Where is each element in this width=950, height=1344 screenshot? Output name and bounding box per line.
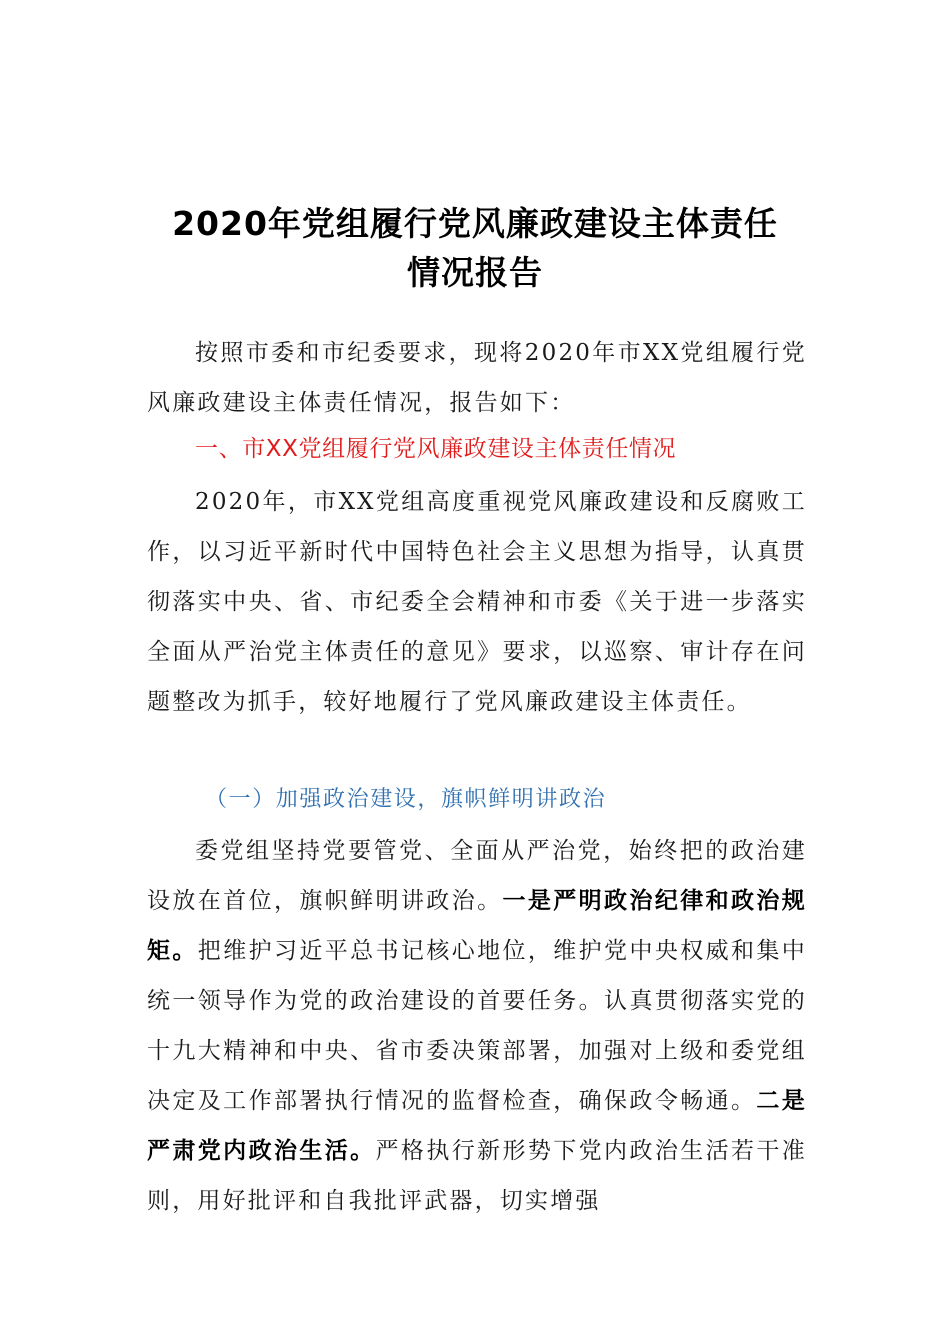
- subsection-1-paragraph: [147, 826, 807, 1226]
- bold-point-1: 一是严明政治纪律和政治规矩。: [147, 888, 807, 964]
- subsection-1-heading: （一）加强政治建设，旗帜鲜明讲政治: [205, 787, 607, 812]
- paragraph-text: 严格执行新形势下党内政治生活若干准则，用好批评和自我批评武器，切实增强: [147, 1138, 807, 1214]
- section-1-heading: 一、市XX党组履行党风廉政建设主体责任情况: [195, 436, 677, 462]
- bold-point-2: 二是严肃党内政治生活。: [147, 1088, 807, 1164]
- paragraph-text: 委党组坚持党要管党、全面从严治党，始终把的政治建设放在首位，旗帜鲜明讲政治。: [147, 838, 807, 914]
- document-title-line-1: 2020年党组履行党风廉政建设主体责任: [172, 204, 778, 243]
- document-title-line-2: 情况报告: [407, 253, 543, 292]
- intro-paragraph: 按照市委和市纪委要求，现将2020年市XX党组履行党风廉政建设主体责任情况，报告如下：: [147, 340, 807, 416]
- paragraph-text: 把维护习近平总书记核心地位，维护党中央权威和集中统一领导作为党的政治建设的首要任务。认真贯彻落实党的十九大精神和中央、省市委决策部署，加强对上级和委党组决定及工作部署执行情况的监督检查，确保政令畅通。: [147, 938, 807, 1114]
- section-1-paragraph: 2020年，市XX党组高度重视党风廉政建设和反腐败工作，以习近平新时代中国特色社会主义思想为指导，认真贯彻落实中央、省、市纪委全会精神和市委《关于进一步落实全面从严治党主体责任的意见》要求，以巡察、审计存在问题整改为抓手，较好地履行了党风廉政建设主体责任。: [147, 489, 807, 715]
